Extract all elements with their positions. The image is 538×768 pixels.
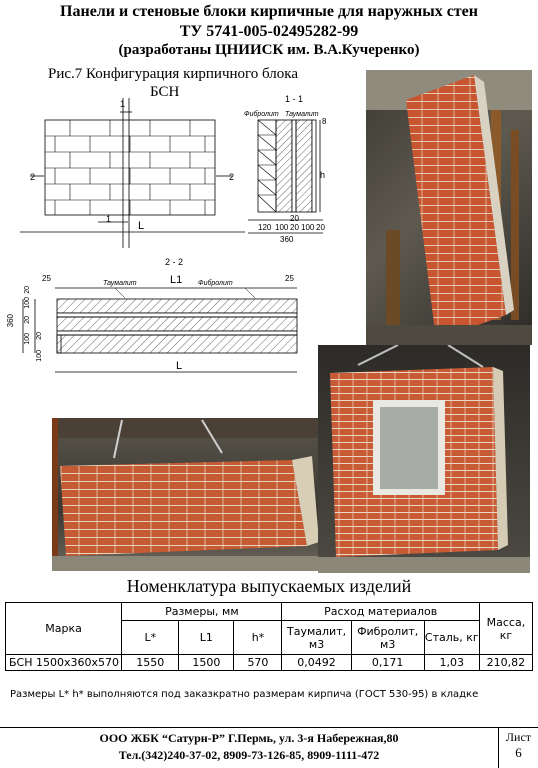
th-sizes: Размеры, мм: [122, 603, 282, 621]
header-line-3: (разработаны ЦНИИСК им. В.А.Кучеренко): [118, 42, 420, 58]
section-1-dim-total: 360: [280, 235, 294, 244]
side-mark-left: 2: [30, 172, 36, 182]
photo-standing-block: [366, 70, 532, 345]
photo-window-panel: [318, 345, 530, 573]
section-2-dim-right: 25: [285, 274, 294, 283]
table-row: [6, 655, 533, 671]
section-2-label-fibrolit: Фибролит: [198, 280, 233, 287]
nomenclature-table: [5, 602, 533, 671]
th-fibrolit: Фибролит, м3: [351, 621, 424, 655]
cell-h: 570: [234, 655, 282, 671]
section-1-dim-top: 8: [322, 117, 327, 126]
front-view-drawing: [20, 98, 245, 248]
th-l: L*: [122, 621, 179, 655]
cell-steel: 1,03: [424, 655, 479, 671]
cell-l1: 1500: [179, 655, 234, 671]
th-mass: Масса, кг: [479, 603, 532, 655]
th-mark: Марка: [6, 603, 122, 655]
footer-phones: Тел.(342)240-37-02, 8909-73-126-85, 8909-1111-472: [118, 748, 380, 762]
th-steel: Сталь, кг: [424, 621, 479, 655]
cell-mass: 210,82: [479, 655, 532, 671]
section-2-dim-a: 20: [24, 286, 31, 294]
footer-company: ООО ЖБК “Сатурн-Р” Г.Пермь, ул. 3-я Набережная,80: [99, 731, 399, 745]
th-taumalit: Таумалит, м3: [282, 621, 351, 655]
section-1-dim-100a: 100: [275, 223, 289, 232]
section-2-title: 2 - 2: [165, 257, 184, 267]
section-2-dim-b: 100: [24, 297, 31, 309]
section-2-dim-f: 100: [36, 350, 43, 362]
photo-lying-block: [52, 418, 319, 571]
block-name: БСН: [150, 84, 180, 100]
section-2-label-taumalit: Таумалит: [103, 280, 137, 287]
sheet-label: Лист: [505, 730, 532, 744]
section-2-dim-total: 360: [6, 314, 15, 328]
section-1-dim-100b: 100: [301, 223, 315, 232]
th-l1: L1: [179, 621, 234, 655]
cell-mark: БСН 1500x360x570: [6, 655, 122, 671]
section-1-title: 1 - 1: [285, 94, 304, 104]
section-2-2-drawing: [15, 284, 315, 379]
th-materials: Расход материалов: [282, 603, 479, 621]
section-2-dim-e: 20: [36, 332, 43, 340]
footer-divider: [0, 727, 538, 728]
cell-l: 1550: [122, 655, 179, 671]
th-h: h*: [234, 621, 282, 655]
header-line-1: Панели и стеновые блоки кирпичные для наружных стен: [60, 3, 478, 20]
section-1-dim-120: 120: [258, 223, 272, 232]
nomenclature-title: Номенклатура выпускаемых изделий: [126, 576, 412, 596]
section-2-length-l1: L1: [170, 274, 183, 286]
length-label: L: [138, 220, 145, 232]
section-mark-bottom: 1: [106, 214, 112, 224]
section-2-dim-left: 25: [42, 274, 51, 283]
section-1-dim-small: 20: [290, 214, 299, 223]
section-1-dim-20b: 20: [316, 223, 325, 232]
cell-taumalit: 0,0492: [282, 655, 351, 671]
side-mark-right: 2: [229, 172, 235, 182]
section-1-label-fibrolit: Фибролит: [244, 111, 279, 118]
section-mark-top: 1: [120, 99, 126, 109]
section-2-dim-d: 100: [24, 333, 31, 345]
header-line-2: ТУ 5741-005-02495282-99: [179, 23, 359, 40]
section-2-dim-c: 20: [24, 316, 31, 324]
cell-fibrolit: 0,171: [351, 655, 424, 671]
section-1-dim-height: h: [320, 170, 326, 180]
section-1-dim-20a: 20: [290, 223, 299, 232]
figure-caption: Рис.7 Конфигурация кирпичного блока: [48, 66, 299, 82]
section-2-length-l: L: [176, 360, 183, 372]
sheet-number: 6: [515, 745, 522, 760]
section-1-label-taumalit: Таумалит: [285, 111, 319, 118]
dimensions-note: Размеры L* h* выполняются под заказкратно размерам кирпича (ГОСТ 530-95) в кладке: [10, 689, 479, 700]
